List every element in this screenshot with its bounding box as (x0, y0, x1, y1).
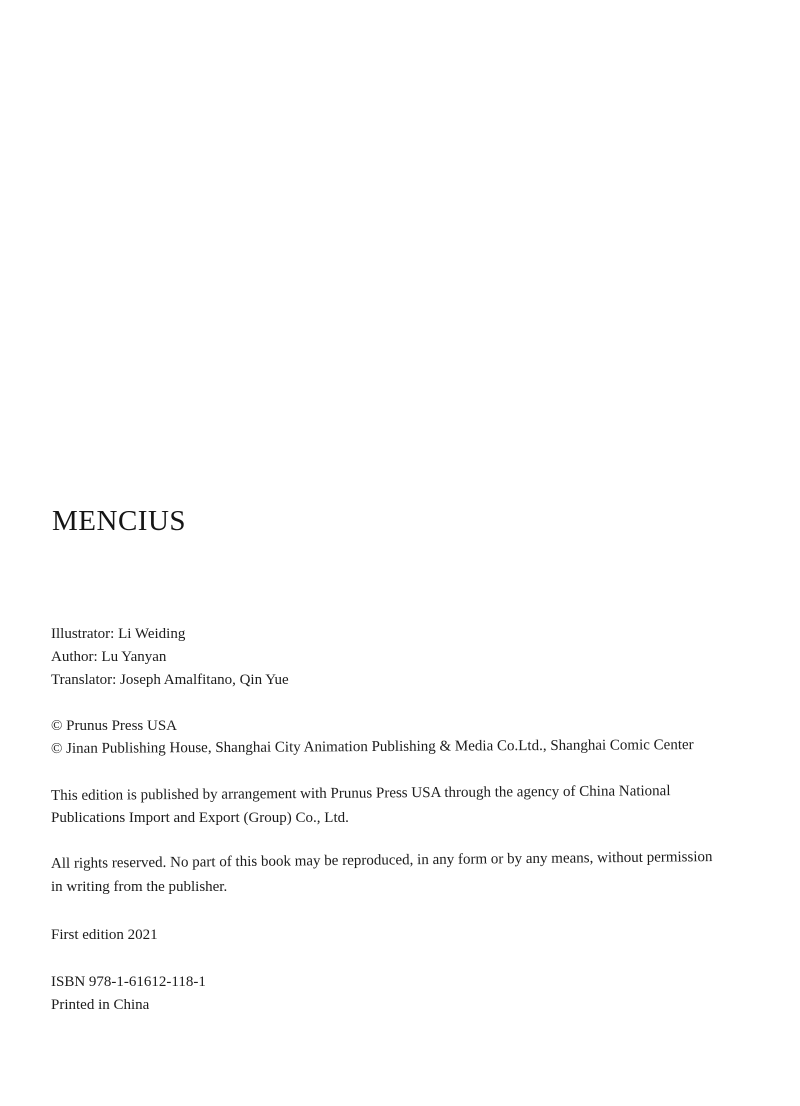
translator-credit: Translator: Joseph Amalfitano, Qin Yue (51, 672, 289, 688)
book-title: MENCIUS (52, 505, 187, 537)
copyright-line-publishers-china: © Jinan Publishing House, Shanghai City Animation Publishing & Media Co.Ltd., Shanghai Comic Center (50, 737, 694, 757)
illustrator-credit: Illustrator: Li Weiding (51, 626, 186, 642)
edition-statement: First edition 2021 (51, 927, 158, 943)
printed-in-line: Printed in China (51, 997, 150, 1013)
rights-line-2: in writing from the publisher. (51, 879, 228, 895)
edition-note-line-2: Publications Import and Export (Group) Co., Ltd. (51, 810, 349, 826)
author-credit: Author: Lu Yanyan (51, 649, 167, 665)
isbn-line: ISBN 978-1-61612-118-1 (51, 974, 206, 990)
edition-note-line-1: This edition is published by arrangement with Prunus Press USA through the agency of China National (50, 783, 671, 804)
rights-line-1: All rights reserved. No part of this book may be reproduced, in any form or by any means, without permission (50, 849, 713, 872)
copyright-line-publisher-usa: © Prunus Press USA (51, 718, 177, 734)
